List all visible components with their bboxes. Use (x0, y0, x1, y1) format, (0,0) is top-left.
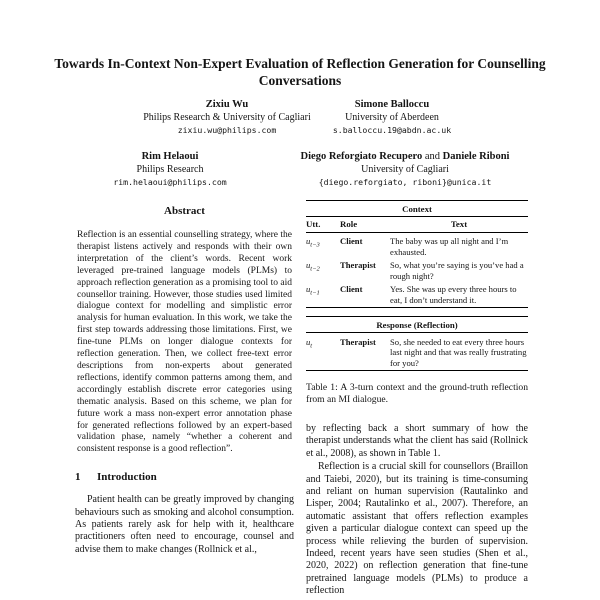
abstract-heading: Abstract (164, 205, 205, 217)
table1-response-block (306, 316, 528, 371)
utterance-id: $u_{t-1}$ (306, 284, 320, 298)
table-row (306, 232, 528, 259)
table1-caption: Table 1: A 3-turn context and the ground-truth reflection from an MI dialogue. (306, 381, 528, 405)
utterance-id: $u_{t-3}$ (306, 236, 320, 249)
utterance-text: Yes. She was up every three hours to eat, I don’t understand it. (390, 284, 517, 306)
section-title: Introduction (97, 471, 157, 484)
table-row (306, 259, 528, 283)
utterance-text: The baby was up all night and I’m exhausted. (390, 236, 509, 257)
section-number: 1 (75, 471, 81, 484)
table-row (306, 333, 528, 370)
utterance-id: $u_t$ (306, 336, 313, 350)
author-block-3 (70, 150, 270, 189)
body-paragraph-1: by reflecting back a short summary of how the therapist understands what the client has said (Rollnick et al., 2008), as shown in Table 1. (306, 422, 528, 459)
column-header-utt: Utt. (306, 217, 340, 232)
body-paragraph-2: Reflection is a crucial skill for counsellors (Braillon and Taiebi, 2020), but its training is time-consuming and reliant on human supervision (Rautalinko and Lisper, 2004; Rautalinko et al., 2007). Therefore, an automatic assistant that offers reflection examples given a particular dialogue context can speed up the process while relieving the burden of supervision. Indeed, recent years have seen studies (Shen et al., 2020, 2022) on reflection generation that fine-tune pretrained language models (PLMs) to produce a reflection (306, 461, 528, 597)
speaker-role: Therapist (340, 260, 376, 271)
utterance-id: $u_{t-2}$ (306, 260, 320, 273)
author-name: Diego Reforgiato Recupero and Daniele Riboni (300, 151, 510, 162)
author-name: Zixiu Wu (205, 99, 249, 110)
table1-response-table (306, 333, 528, 370)
author-block-4 (268, 150, 542, 189)
author-block-2 (282, 98, 502, 137)
speaker-role: Therapist (340, 336, 376, 347)
author-affiliation: University of Cagliari (361, 164, 449, 175)
table1-context-block (306, 200, 528, 308)
author-conjunction: and (422, 151, 443, 162)
utterance-text: So, what you’re saying is you’ve had a rough night? (390, 260, 524, 281)
table-row (306, 283, 528, 307)
table1-response-header: Response (Reflection) (306, 317, 528, 333)
utterance-text: So, she needed to eat every three hours last night and that was really frustrating for you? (390, 336, 527, 368)
table1-context-header: Context (306, 201, 528, 217)
author-email: {diego.reforgiato, riboni}@unica.it (318, 177, 492, 187)
table-header-row (306, 217, 528, 232)
speaker-role: Client (340, 284, 363, 295)
speaker-role: Client (340, 236, 363, 247)
author-affiliation: Philips Research (136, 164, 204, 175)
table1-context-table (306, 217, 528, 307)
introduction-paragraph: Patient health can be greatly improved by changing behaviours such as smoking and alcohol consumption. As patients rarely ask for help with it, healthcare practitioners often need to encourage, counsel and advise them to make changes (Rollnick et al., (75, 494, 294, 555)
author-email: rim.helaoui@philips.com (113, 177, 227, 187)
column-header-role: Role (340, 217, 390, 232)
author-affiliation: Philips Research & University of Cagliari (143, 112, 311, 123)
author-email: s.balloccu.19@abdn.ac.uk (332, 125, 452, 135)
author-email: zixiu.wu@philips.com (177, 125, 277, 135)
author-affiliation: University of Aberdeen (345, 112, 439, 123)
paper-title: Towards In-Context Non-Expert Evaluation of Reflection Generation for Counselling Conversations (54, 56, 546, 88)
column-header-text: Text (390, 217, 528, 232)
right-column (306, 200, 528, 598)
author-name: Simone Balloccu (354, 99, 430, 110)
author-name: Rim Helaoui (141, 151, 199, 162)
left-column (75, 205, 294, 556)
section-heading-introduction (75, 471, 294, 484)
abstract-text: Reflection is an essential counselling strategy, where the therapist listens actively and responds with their own interpretation of the client’s words. Recent work leveraged pre-trained language models (PLMs) to approach reflection generation as a promising tool to aid counsellor training. However, those studies used limited dialogue context for modelling and simplistic error analysis for human evaluation. In this work, we take the first step towards addressing those limitations. First, we fine-tune PLMs on longer dialogue contexts for reflection generation. Then, we collect free-text error descriptions from non-experts about generated reflections, identify common patterns among them, and accordingly establish discrete error categories using thematic analysis. Based on this scheme, we plan for future work a mass non-expert error annotation phase for generated reflections followed by an expert-based validation phase, namely “whether a coherent and consistent response is a good reflection”. (77, 230, 292, 455)
